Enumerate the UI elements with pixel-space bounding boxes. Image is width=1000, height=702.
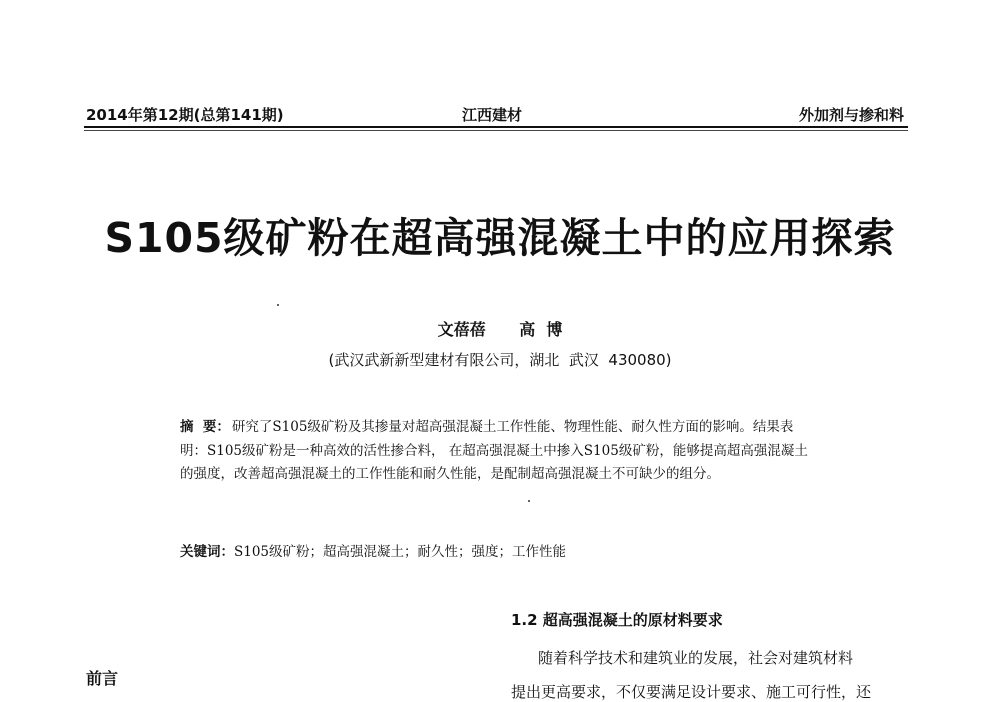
journal-issue: 2014年第12期(总第141期)	[86, 106, 284, 124]
abstract-label: 摘 要：	[180, 419, 230, 435]
affiliation: (武汉武新新型建材有限公司，湖北 武汉 430080)	[328, 351, 672, 369]
scan-speck	[277, 304, 279, 306]
paper-title: S105级矿粉在超高强混凝土中的应用探索	[104, 214, 896, 262]
header-rule-thick	[84, 126, 908, 128]
scan-speck	[528, 500, 530, 502]
preface-heading: 前言	[86, 669, 119, 688]
keywords-label: 关键词：	[180, 544, 234, 560]
author-list	[0, 317, 1000, 340]
body-line-2: 提出更高要求，不仅要满足设计要求、施工可行性，还	[511, 683, 872, 701]
journal-section: 外加剂与掺和料	[798, 106, 904, 124]
keywords	[180, 540, 820, 560]
keywords-text: S105级矿粉；超高强混凝土；耐久性；强度；工作性能	[234, 544, 567, 560]
journal-name: 江西建材	[462, 106, 523, 124]
header-rule-thin	[84, 130, 908, 131]
author-2: 高 博	[519, 320, 563, 339]
abstract	[180, 416, 820, 487]
section-heading: 1.2 超高强混凝土的原材料要求	[511, 611, 723, 629]
author-1: 文蓓蓓	[437, 320, 486, 339]
abstract-text: 研究了S105级矿粉及其掺量对超高强混凝土工作性能、物理性能、耐久性方面的影响。结果表明：S105级矿粉是一种高效的活性掺合料， 在超高强混凝土中掺入S105级矿粉，能够提高超高强混凝土的强度，改善超高强混凝土的工作性能和耐久性能，是配制超高强混凝土不可缺少的组分。	[180, 419, 808, 482]
body-line-1: 随着科学技术和建筑业的发展，社会对建筑材料	[538, 649, 854, 667]
